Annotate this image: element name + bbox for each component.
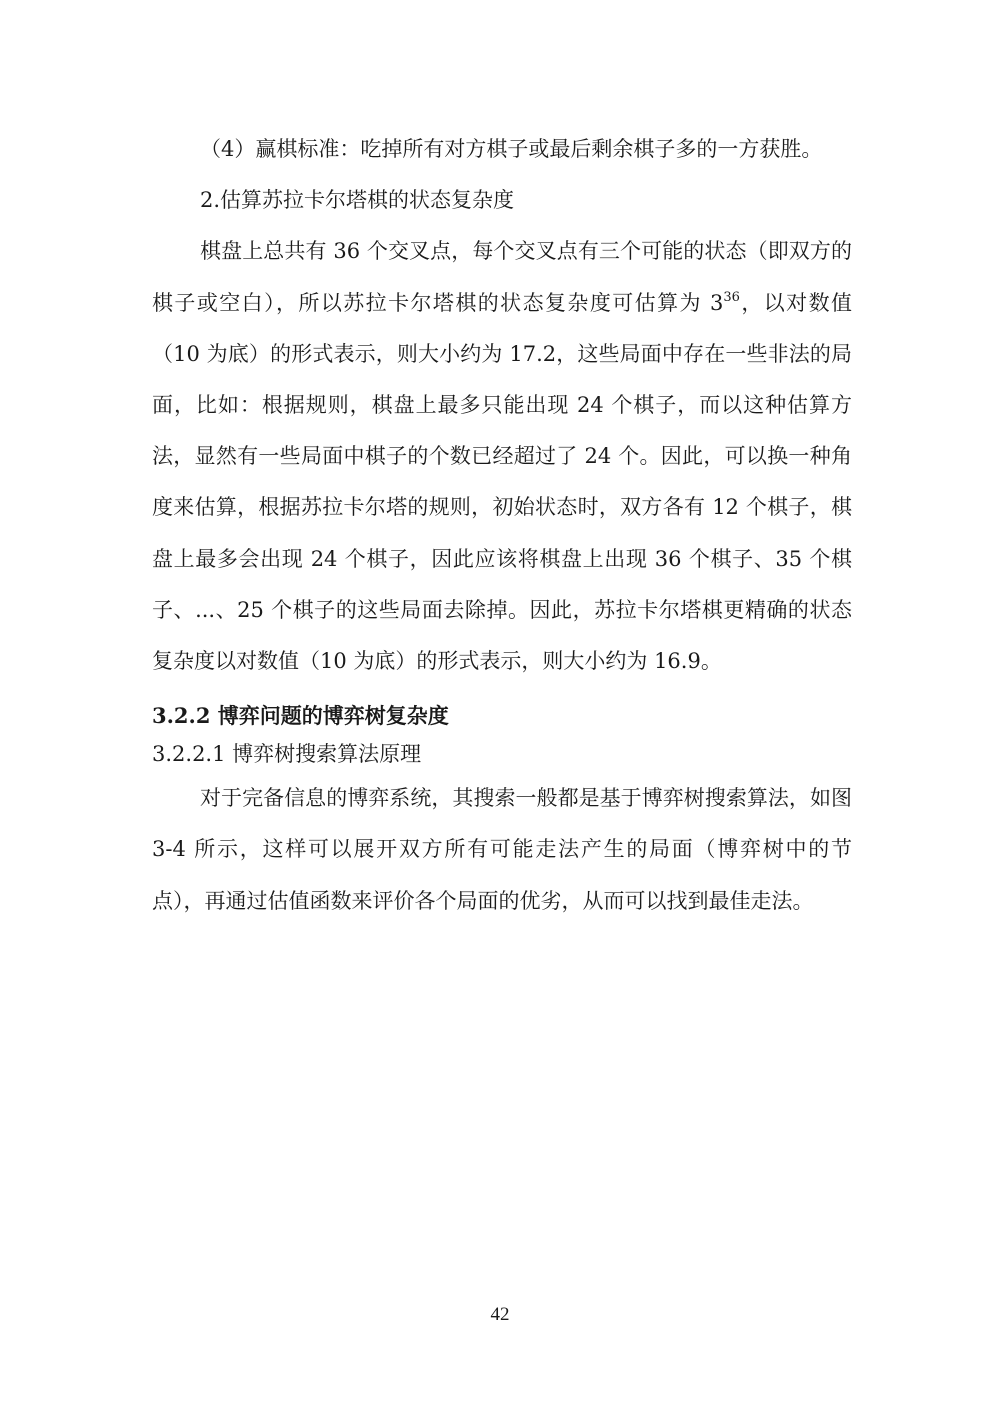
page-content — [152, 124, 852, 927]
subsection-heading: 3.2.2.1 博弈树搜索算法原理 — [152, 742, 422, 767]
state-complexity-text-1: 棋盘上总共有 36 个交叉点，每个交叉点有三个可能的状态（即双方的棋子或空白），所以苏拉卡尔塔棋的状态复杂度可估算为 3 — [152, 239, 852, 315]
rule-4-paragraph: （4）赢棋标准：吃掉所有对方棋子或最后剩余棋子多的一方获胜。 — [200, 137, 823, 161]
search-algorithm-paragraph: 对于完备信息的博弈系统，其搜索一般都是基于博弈树搜索算法，如图 3-4 所示，这样可以展开双方所有可能走法产生的局面（博弈树中的节点），再通过估值函数来评价各个局面的优劣，从而可以找到最佳走法。 — [152, 786, 852, 913]
state-complexity-paragraph — [152, 226, 852, 687]
state-complexity-text-2: ，以对数值（10 为底）的形式表示，则大小约为 17.2，这些局面中存在一些非法的局面，比如：根据规则，棋盘上最多只能出现 24 个棋子，而以这种估算方法，显然有一些局面中棋子的个数已经超过了 24 个。因此，可以换一种角度来估算，根据苏拉卡尔塔的规则，初始状态时，双方各有 12 个棋子，棋盘上最多会出现 24 个棋子，因此应该将棋盘上出现 36 个棋子、35 个棋子、...、25 个棋子的这些局面去除掉。因此，苏拉卡尔塔棋更精确的状态复杂度以对数值（10 为底）的形式表示，则大小约为 16.9。 — [152, 290, 852, 674]
state-complexity-exponent: 36 — [723, 289, 740, 305]
page-number: 42 — [490, 1304, 510, 1325]
item-2-title: 2.估算苏拉卡尔塔棋的状态复杂度 — [200, 188, 515, 213]
section-heading: 3.2.2 博弈问题的博弈树复杂度 — [152, 703, 449, 729]
